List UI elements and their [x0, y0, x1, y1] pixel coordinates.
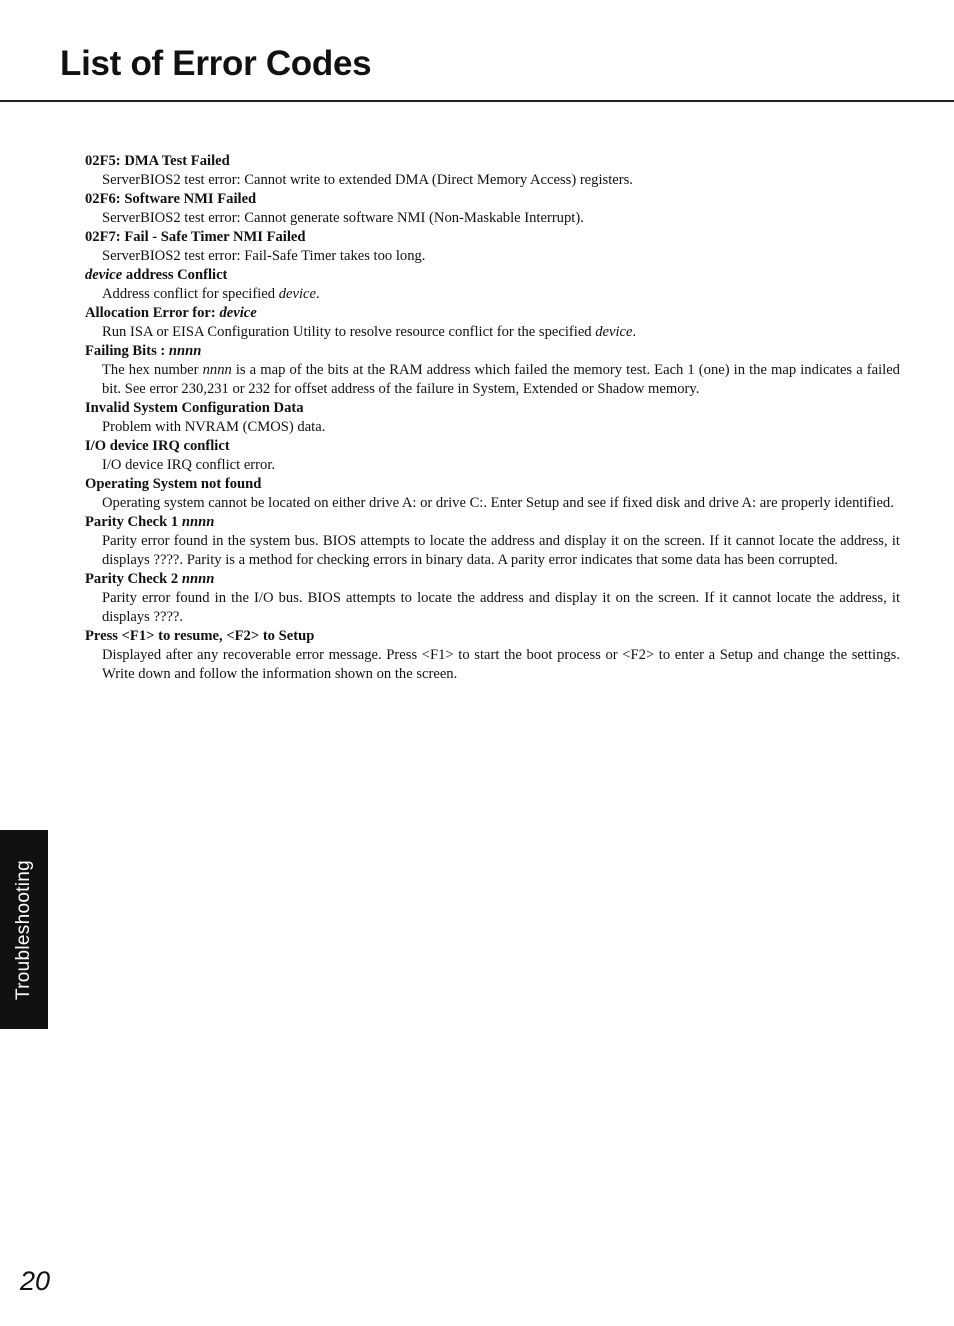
- description-text: ServerBIOS2 test error: Fail-Safe Timer takes too long.: [102, 248, 426, 264]
- error-description: [102, 532, 900, 570]
- italic-term: nnnn: [181, 514, 215, 530]
- description-text: Problem with NVRAM (CMOS) data.: [102, 419, 326, 435]
- italic-term: nnnn: [168, 343, 202, 359]
- error-description: [102, 494, 900, 513]
- error-code-heading: [85, 342, 900, 361]
- page-title: List of Error Codes: [60, 44, 372, 83]
- error-description: [102, 209, 900, 228]
- error-entry: [85, 513, 900, 570]
- italic-term: device: [219, 305, 257, 321]
- heading-text: Allocation Error for:: [85, 305, 220, 321]
- error-code-heading: [85, 437, 900, 456]
- error-entry: [85, 266, 900, 304]
- error-entry: [85, 190, 900, 228]
- error-code-heading: [85, 513, 900, 532]
- page-number: 20: [20, 1266, 51, 1296]
- description-text: Parity error found in the I/O bus. BIOS attempts to locate the address and display it on the screen. If it cannot locate the address, it displays ????.: [102, 590, 900, 625]
- description-text: Address conflict for specified: [102, 286, 279, 302]
- italic-term: device: [595, 324, 633, 340]
- heading-text: 02F5: DMA Test Failed: [85, 153, 230, 169]
- italic-term: nnnn: [181, 571, 215, 587]
- description-text: is a map of the bits at the RAM address which failed the memory test. Each 1 (one) in the map indicates a failed bit. See error 230,231 or 232 for offset address of the failure in System, Extended or Shadow memory.: [102, 362, 900, 397]
- heading-text: I/O device IRQ conflict: [85, 438, 230, 454]
- error-code-heading: [85, 570, 900, 589]
- error-entry: [85, 152, 900, 190]
- error-code-heading: [85, 190, 900, 209]
- error-description: [102, 323, 900, 342]
- italic-term: nnnn: [202, 362, 232, 378]
- description-text: ServerBIOS2 test error: Cannot generate software NMI (Non-Maskable Interrupt).: [102, 210, 584, 226]
- description-text: The hex number: [102, 362, 203, 378]
- error-code-heading: [85, 152, 900, 171]
- error-description: [102, 361, 900, 399]
- error-code-heading: [85, 228, 900, 247]
- description-text: .: [632, 324, 637, 340]
- description-text: Run ISA or EISA Configuration Utility to resolve resource conflict for the specified: [102, 324, 596, 340]
- error-code-heading: [85, 266, 900, 285]
- heading-text: 02F7: Fail - Safe Timer NMI Failed: [85, 229, 306, 245]
- description-text: I/O device IRQ conflict error.: [102, 457, 276, 473]
- error-description: [102, 456, 900, 475]
- error-entry: [85, 304, 900, 342]
- error-entry: [85, 399, 900, 437]
- error-description: [102, 285, 900, 304]
- error-code-heading: [85, 304, 900, 323]
- description-text: ServerBIOS2 test error: Cannot write to extended DMA (Direct Memory Access) registers.: [102, 172, 633, 188]
- description-text: .: [315, 286, 320, 302]
- error-entry: [85, 475, 900, 513]
- description-text: Parity error found in the system bus. BIOS attempts to locate the address and display it on the screen. If it cannot locate the address, it displays ????. Parity is a method for checking errors in binary data. A parity error indicates that some data has been corrupted.: [102, 533, 900, 568]
- error-entry: [85, 228, 900, 266]
- error-code-heading: [85, 399, 900, 418]
- section-side-tab: [0, 830, 48, 1029]
- error-description: [102, 171, 900, 190]
- section-side-tab-label: Troubleshooting: [13, 859, 34, 1000]
- error-code-list: [85, 152, 900, 684]
- error-entry: [85, 437, 900, 475]
- heading-text: Parity Check 1: [85, 514, 182, 530]
- description-text: Displayed after any recoverable error message. Press <F1> to start the boot process or <F2> to enter a Setup and change the settings. Write down and follow the information shown on the screen.: [102, 647, 900, 682]
- heading-text: Operating System not found: [85, 476, 262, 492]
- description-text: Operating system cannot be located on either drive A: or drive C:. Enter Setup and see if fixed disk and drive A: are properly identified.: [102, 495, 894, 511]
- error-description: [102, 247, 900, 266]
- italic-term: device: [85, 267, 123, 283]
- error-description: [102, 646, 900, 684]
- title-rule: [0, 100, 954, 102]
- error-entry: [85, 342, 900, 399]
- error-code-heading: [85, 475, 900, 494]
- error-description: [102, 589, 900, 627]
- heading-text: Press <F1> to resume, <F2> to Setup: [85, 628, 315, 644]
- heading-text: address Conflict: [122, 267, 228, 283]
- heading-text: 02F6: Software NMI Failed: [85, 191, 257, 207]
- error-entry: [85, 570, 900, 627]
- italic-term: device: [278, 286, 316, 302]
- error-description: [102, 418, 900, 437]
- heading-text: Parity Check 2: [85, 571, 182, 587]
- error-code-heading: [85, 627, 900, 646]
- heading-text: Failing Bits :: [85, 343, 169, 359]
- error-entry: [85, 627, 900, 684]
- heading-text: Invalid System Configuration Data: [85, 400, 304, 416]
